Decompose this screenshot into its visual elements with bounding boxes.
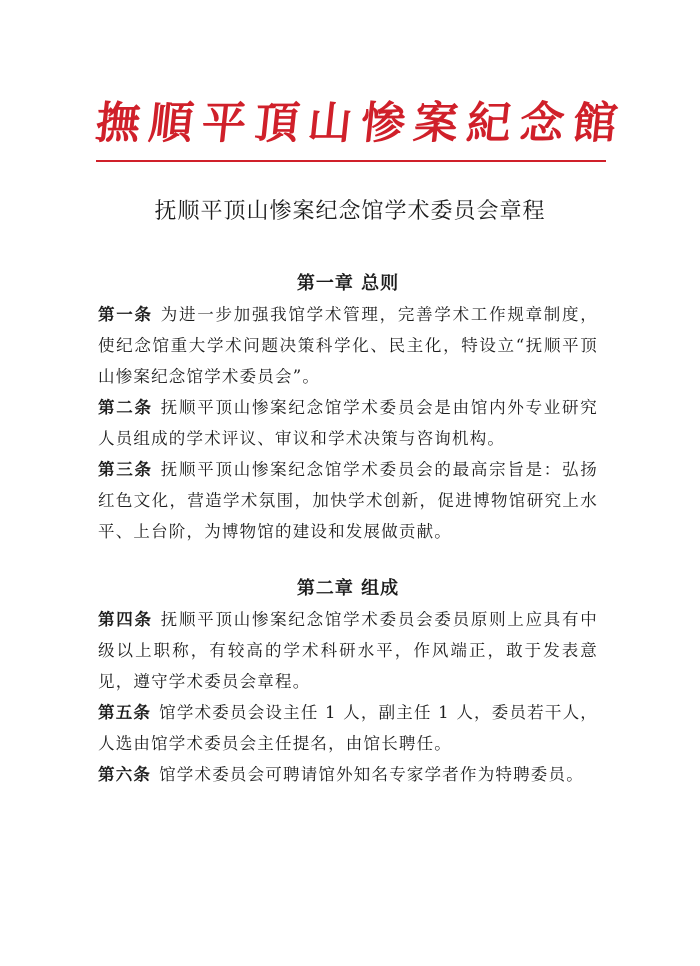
article-text: 馆学术委员会设主任 1 人，副主任 1 人，委员若干人，人选由馆学术委员会主任提名，由馆长聘任。 (98, 703, 598, 753)
article (98, 604, 598, 697)
article-label: 第五条 (98, 703, 152, 722)
article (98, 392, 598, 454)
article-label: 第二条 (98, 398, 153, 417)
chapter-heading: 第一章 总则 (296, 273, 400, 294)
article-text: 为进一步加强我馆学术管理，完善学术工作规章制度，使纪念馆重大学术问题决策科学化、民主化，特设立“抚顺平顶山惨案纪念馆学术委员会”。 (98, 305, 598, 386)
article-text: 抚顺平顶山惨案纪念馆学术委员会是由馆内外专业研究人员组成的学术评议、审议和学术决策与咨询机构。 (98, 398, 598, 448)
document-title: 抚顺平顶山惨案纪念馆学术委员会章程 (154, 199, 546, 224)
article-text: 馆学术委员会可聘请馆外知名专家学者作为特聘委员。 (159, 765, 584, 784)
document-body (98, 268, 598, 790)
article-text: 抚顺平顶山惨案纪念馆学术委员会的最高宗旨是：弘扬红色文化，营造学术氛围，加快学术创新，促进博物馆研究上水平、上台阶，为博物馆的建设和发展做贡献。 (98, 460, 598, 541)
article (98, 299, 598, 392)
article-label: 第六条 (98, 765, 152, 784)
article-label: 第三条 (98, 460, 153, 479)
letterhead-calligraphy: 撫順平頂山惨案紀念館 (93, 98, 629, 149)
letterhead (93, 96, 629, 152)
article-text: 抚顺平顶山惨案纪念馆学术委员会委员原则上应具有中级以上职称，有较高的学术科研水平，作风端正，敢于发表意见，遵守学术委员会章程。 (98, 610, 598, 691)
article (98, 454, 598, 547)
article-label: 第四条 (98, 610, 153, 629)
chapter-heading: 第二章 组成 (296, 578, 400, 599)
letterhead-rule (96, 160, 606, 162)
article-label: 第一条 (98, 305, 153, 324)
article (98, 759, 598, 790)
article (98, 697, 598, 759)
